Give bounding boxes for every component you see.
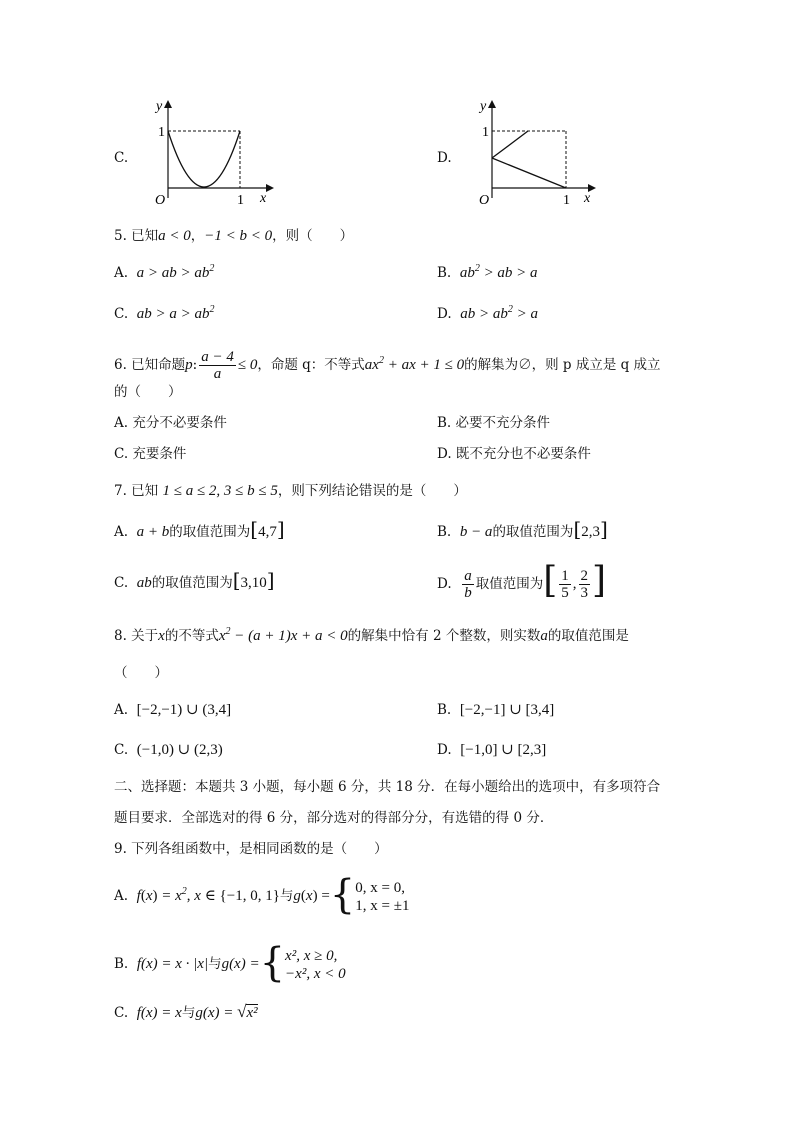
q6-stem-2: 的（ ）: [114, 384, 182, 400]
q8-stem-2: （ ）: [114, 665, 168, 681]
section2-heading-line1: 二、选择题：本题共 3 小题，每小题 6 分，共 18 分．在每小题给出的选项中，有多项符合: [114, 779, 661, 795]
q7-option-c[interactable]: C. ab的取值范围为[3,10]: [114, 568, 275, 592]
tick-one-x: 1: [237, 193, 244, 208]
q9-option-c[interactable]: C. f(x) = x与g(x) = √x²: [114, 1002, 258, 1021]
q6-option-b[interactable]: B. 必要不充分条件: [437, 415, 551, 431]
q5-option-a[interactable]: A. a > ab > $ab^2$: [114, 263, 215, 281]
q8-stem: 8. 关于x的不等式$x^2 - (a + 1)x + a < 0$的解集中恰有 2 个整数，则实数a的取值范围是: [114, 626, 629, 644]
q9-stem: 9. 下列各组函数中，是相同函数的是（ ）: [114, 841, 388, 857]
section2-heading-line2: 题目要求．全部选对的得 6 分，部分选对的得部分分，有选错的得 0 分．: [114, 810, 554, 826]
q6-option-d[interactable]: D. 既不充分也不必要条件: [437, 446, 591, 462]
origin-label: O: [155, 193, 166, 208]
q5-stem: 5. 已知a < 0，−1 < b < 0，则（ ）: [114, 228, 354, 244]
q6-option-a[interactable]: A. 充分不必要条件: [114, 415, 227, 431]
tick-one-y: 1: [482, 125, 489, 140]
option-c-label: C.: [114, 150, 129, 166]
graph-c: [136, 98, 276, 210]
q7-stem: 7. 已知 1 ≤ a ≤ 2, 3 ≤ b ≤ 5，则下列结论错误的是（ ）: [114, 483, 467, 499]
x-axis-label: x: [584, 191, 591, 206]
q6-option-c[interactable]: C. 充要条件: [114, 446, 187, 462]
sqrt-sign: √: [237, 1002, 247, 1021]
q7-option-b[interactable]: B. b − a的取值范围为[2,3]: [437, 517, 608, 541]
q5-option-d[interactable]: D. ab > $ab^2 > a$: [437, 304, 538, 322]
q8-option-a[interactable]: A. [−2,−1) ∪ (3,4]: [114, 702, 232, 718]
y-axis-label: y: [480, 99, 487, 114]
graph-d: [460, 98, 600, 210]
q8-option-b[interactable]: B. [−2,−1] ∪ [3,4]: [437, 702, 555, 718]
y-axis-label: y: [156, 99, 163, 114]
option-d-label: D.: [437, 150, 452, 166]
q5-option-c[interactable]: C. ab > $a > ab^2$: [114, 304, 215, 322]
tick-one-y: 1: [158, 125, 165, 140]
tick-one-x: 1: [563, 193, 570, 208]
x-axis-label: x: [260, 191, 267, 206]
q7-option-a[interactable]: A. a + b的取值范围为[4,7]: [114, 517, 285, 541]
q7-option-d[interactable]: D. $\frac{a}{b}$ 取值范围为[ $\frac{1}{5}$ , $\frac{2}{3}$ ]: [437, 560, 607, 601]
origin-label: O: [479, 193, 490, 208]
q9-option-b[interactable]: B. f(x) = x · |x|与g(x) ={ x², x ≥ 0, −x², x < 0: [114, 940, 346, 986]
q6-stem: 6. 已知命题p: $\frac{a - 4}{a}$ ≤ 0，命题 q：不等式$ax^2$ + ax + 1 ≤ 0的解集为∅，则 p 成立是 q 成立: [114, 349, 661, 382]
q8-option-d[interactable]: D. [−1,0] ∪ [2,3]: [437, 742, 547, 758]
q5-option-b[interactable]: B. $ab^2$ > ab > a: [437, 263, 538, 281]
q8-option-c[interactable]: C. (−1,0) ∪ (2,3): [114, 742, 223, 758]
q9-option-a[interactable]: A. $f(x) = x^2$, x ∈ {−1, 0, 1}与g(x) ={ 0, x = 0, 1, x = ±1: [114, 872, 410, 918]
